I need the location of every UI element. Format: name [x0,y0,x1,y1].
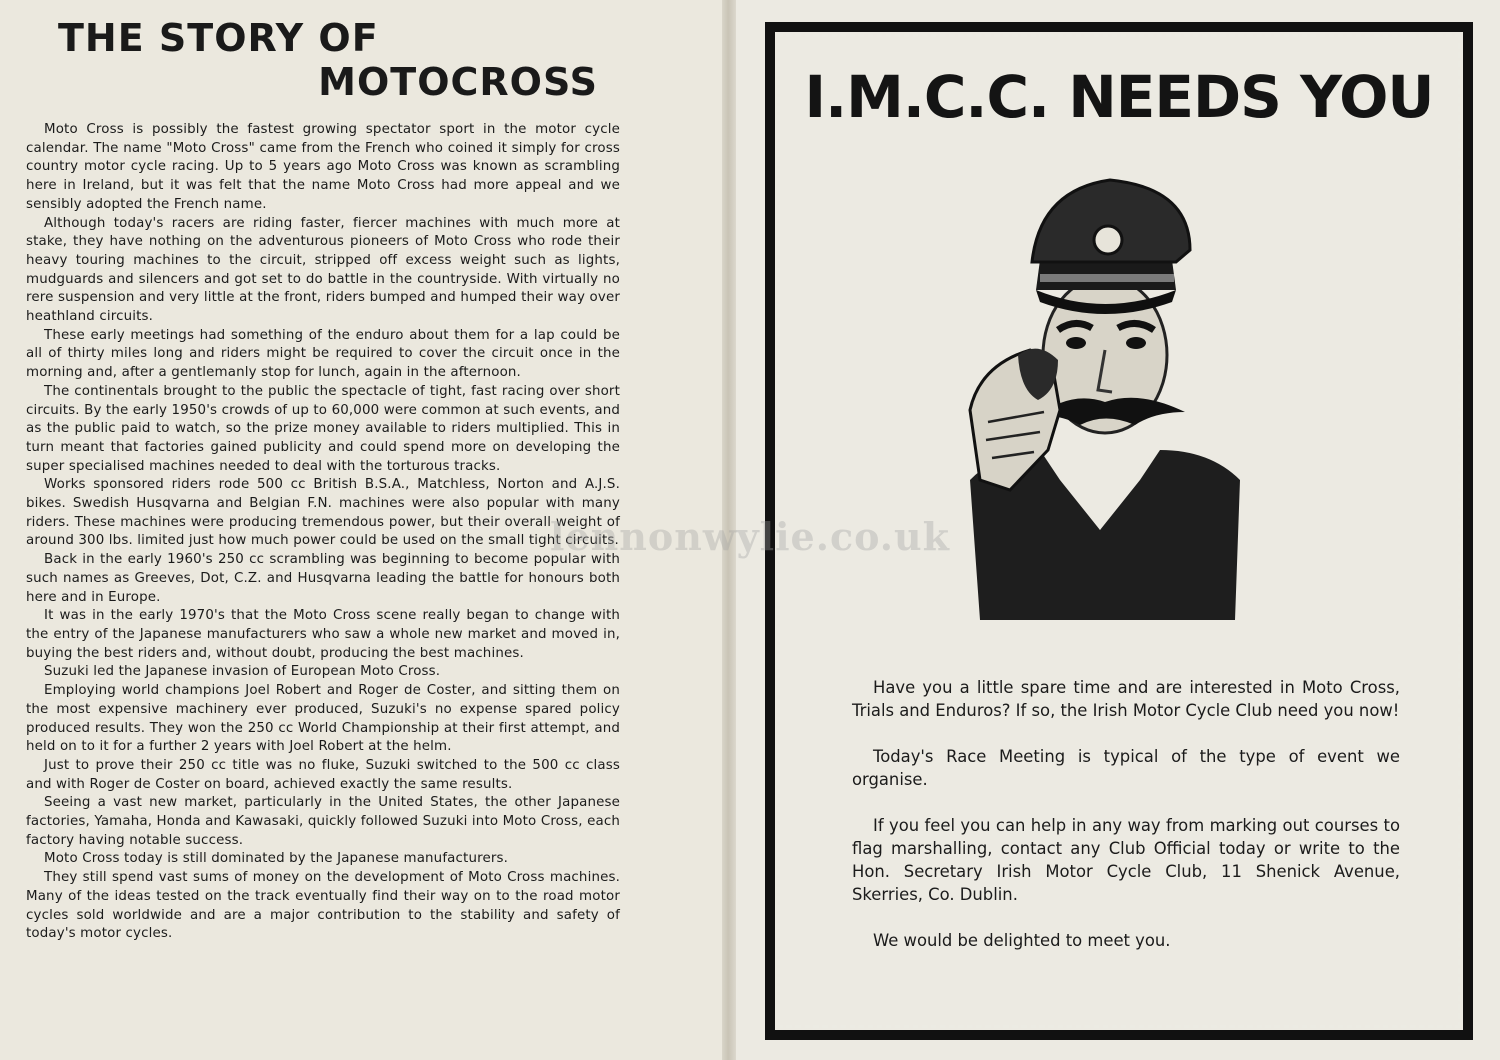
article-paragraph: Seeing a vast new market, particularly in the United States, the other Japanese factories, Yamaha, Honda and Kawasaki, quickly followed Suzuki into Moto Cross, each factory having notable success. [26,795,620,848]
article-paragraph: It was in the early 1970's that the Moto Cross scene really began to change with the entry of the Japanese manufacturers who saw a whole new market and moved in, buying the best riders and, without doubt, producing the best machines. [26,608,620,661]
poster-paragraph: Today's Race Meeting is typical of the type of event we organise. [852,747,1400,789]
article-paragraph: Back in the early 1960's 250 cc scrambling was beginning to become popular with such names as Greeves, Dot, C.Z. and Husqvarna leading the battle for honours both here and in Europe. [26,552,620,605]
poster-paragraph: Have you a little spare time and are interested in Moto Cross, Trials and Enduros? If so, the Irish Motor Cycle Club need you now! [852,678,1400,720]
article-paragraph: Just to prove their 250 cc title was no fluke, Suzuki switched to the 500 cc class and with Roger de Coster on board, achieved exactly the same results. [26,757,620,792]
site-watermark: lennonwylie.co.uk [550,514,950,559]
pointing-officer-illustration [940,150,1260,630]
article-title-line1: THE STORY OF [58,16,379,60]
article-paragraph: Employing world champions Joel Robert and Roger de Coster, and sitting them on the most expensive machinery ever produced, Suzuki's no expense spared policy produced results. They won the 250 cc World Championship at their first attempt, and held on to it for a further 2 years with Joel Robert at the helm. [26,683,620,755]
article-paragraph: Moto Cross is possibly the fastest growing spectator sport in the motor cycle calendar. The name "Moto Cross" came from the French who coined it simply for cross country motor cycle racing. Up to 5 years ago Moto Cross was known as scrambling here in Ireland, but it was felt that the name Moto Cross had more appeal and we sensibly adopted the French name. [26,122,620,212]
article-title [26,16,598,104]
poster-title: I.M.C.C. NEEDS YOU [804,63,1434,131]
article-paragraph: Suzuki led the Japanese invasion of European Moto Cross. [44,664,441,680]
article-title-line2: MOTOCROSS [318,60,598,104]
article-paragraph: The continentals brought to the public the spectacle of tight, fast racing over short circuits. By the early 1950's crowds of up to 60,000 were common at such events, and as the public paid to watch, so the prize money available to riders multiplied. This in turn meant that factories gained publicity and could spend more on developing the super specialised machines needed to deal with the torturous tracks. [26,383,620,474]
article-paragraph: These early meetings had something of the enduro about them for a lap could be all of thirty miles long and riders might be required to cover the circuit once in the morning and, after a gentlemanly stop for lunch, again in the afternoon. [26,327,620,381]
poster-body [852,676,1400,975]
article-paragraph: Although today's racers are riding faster, fiercer machines with much more at stake, they have nothing on the adventurous pioneers of Moto Cross who rode their heavy touring machines to the circuit, stripped off excess weight such as lights, mudguards and silencers and got set to do battle in the countryside. With virtually no rere suspension and very little at the front, riders bumped and humped their way over heathland circuits. [26,215,620,325]
article-paragraph: Moto Cross today is still dominated by the Japanese manufacturers. [44,851,509,867]
article-paragraph: Works sponsored riders rode 500 cc British B.S.A., Matchless, Norton and A.J.S. bikes. Swedish Husqvarna and Belgian F.N. machines were also popular with many riders. These machines were producing tremendous power, but their overall weight of around 300 lbs. limited just how much power could be used on the small tight circuits. [26,477,620,549]
article-body [26,121,620,944]
poster-paragraph: We would be delighted to meet you. [873,931,1171,950]
poster-paragraph: If you feel you can help in any way from marking out courses to flag marshalling, contact any Club Official today or write to the Hon. Secretary Irish Motor Cycle Club, 11 Shenick Avenue, Skerries, Co. Dublin. [852,816,1400,904]
article-paragraph: They still spend vast sums of money on the development of Moto Cross machines. Many of the ideas tested on the track eventually find their way on to the road motor cycles sold worldwide and are a major contribution to the stability and safety of today's motor cycles. [26,870,620,942]
